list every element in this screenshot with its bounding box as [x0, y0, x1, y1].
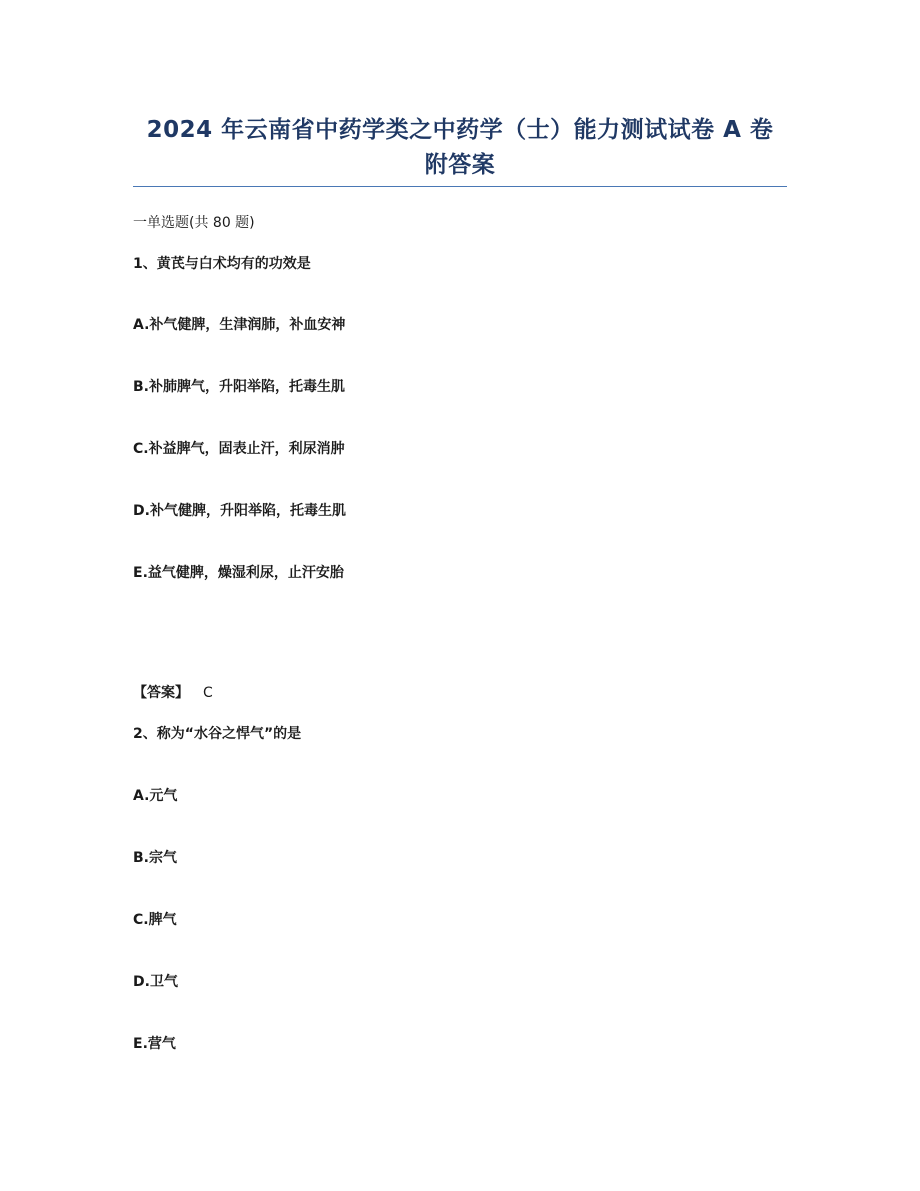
title-line-2: 附答案	[424, 152, 496, 178]
question-1-option-e: E.益气健脾，燥湿利尿，止汗安胎	[133, 565, 344, 581]
question-2-stem: 2、称为“水谷之悍气”的是	[133, 726, 302, 742]
question-2-option-c: C.脾气	[133, 912, 177, 928]
document-title	[133, 113, 787, 183]
question-2-option-e: E.营气	[133, 1036, 176, 1052]
title-line-1: 2024 年云南省中药学类之中药学（士）能力测试试卷 A 卷	[146, 117, 774, 143]
question-2-option-a: A.元气	[133, 788, 178, 804]
question-1-option-c: C.补益脾气，固表止汗，利尿消肿	[133, 441, 345, 457]
question-2-option-b: B.宗气	[133, 850, 177, 866]
question-1-option-d: D.补气健脾，升阳举陷，托毒生肌	[133, 503, 346, 519]
answer-label: 【答案】	[133, 685, 189, 701]
question-1-stem: 1、黄芪与白术均有的功效是	[133, 256, 311, 272]
question-1-option-b: B.补肺脾气，升阳举陷，托毒生肌	[133, 379, 345, 395]
question-1-option-a: A.补气健脾，生津润肺，补血安神	[133, 317, 346, 333]
answer-value: C	[203, 685, 213, 701]
title-divider	[133, 186, 787, 187]
section-label: 一单选题(共 80 题)	[133, 215, 255, 231]
question-1-answer	[133, 683, 213, 703]
question-2-option-d: D.卫气	[133, 974, 178, 990]
